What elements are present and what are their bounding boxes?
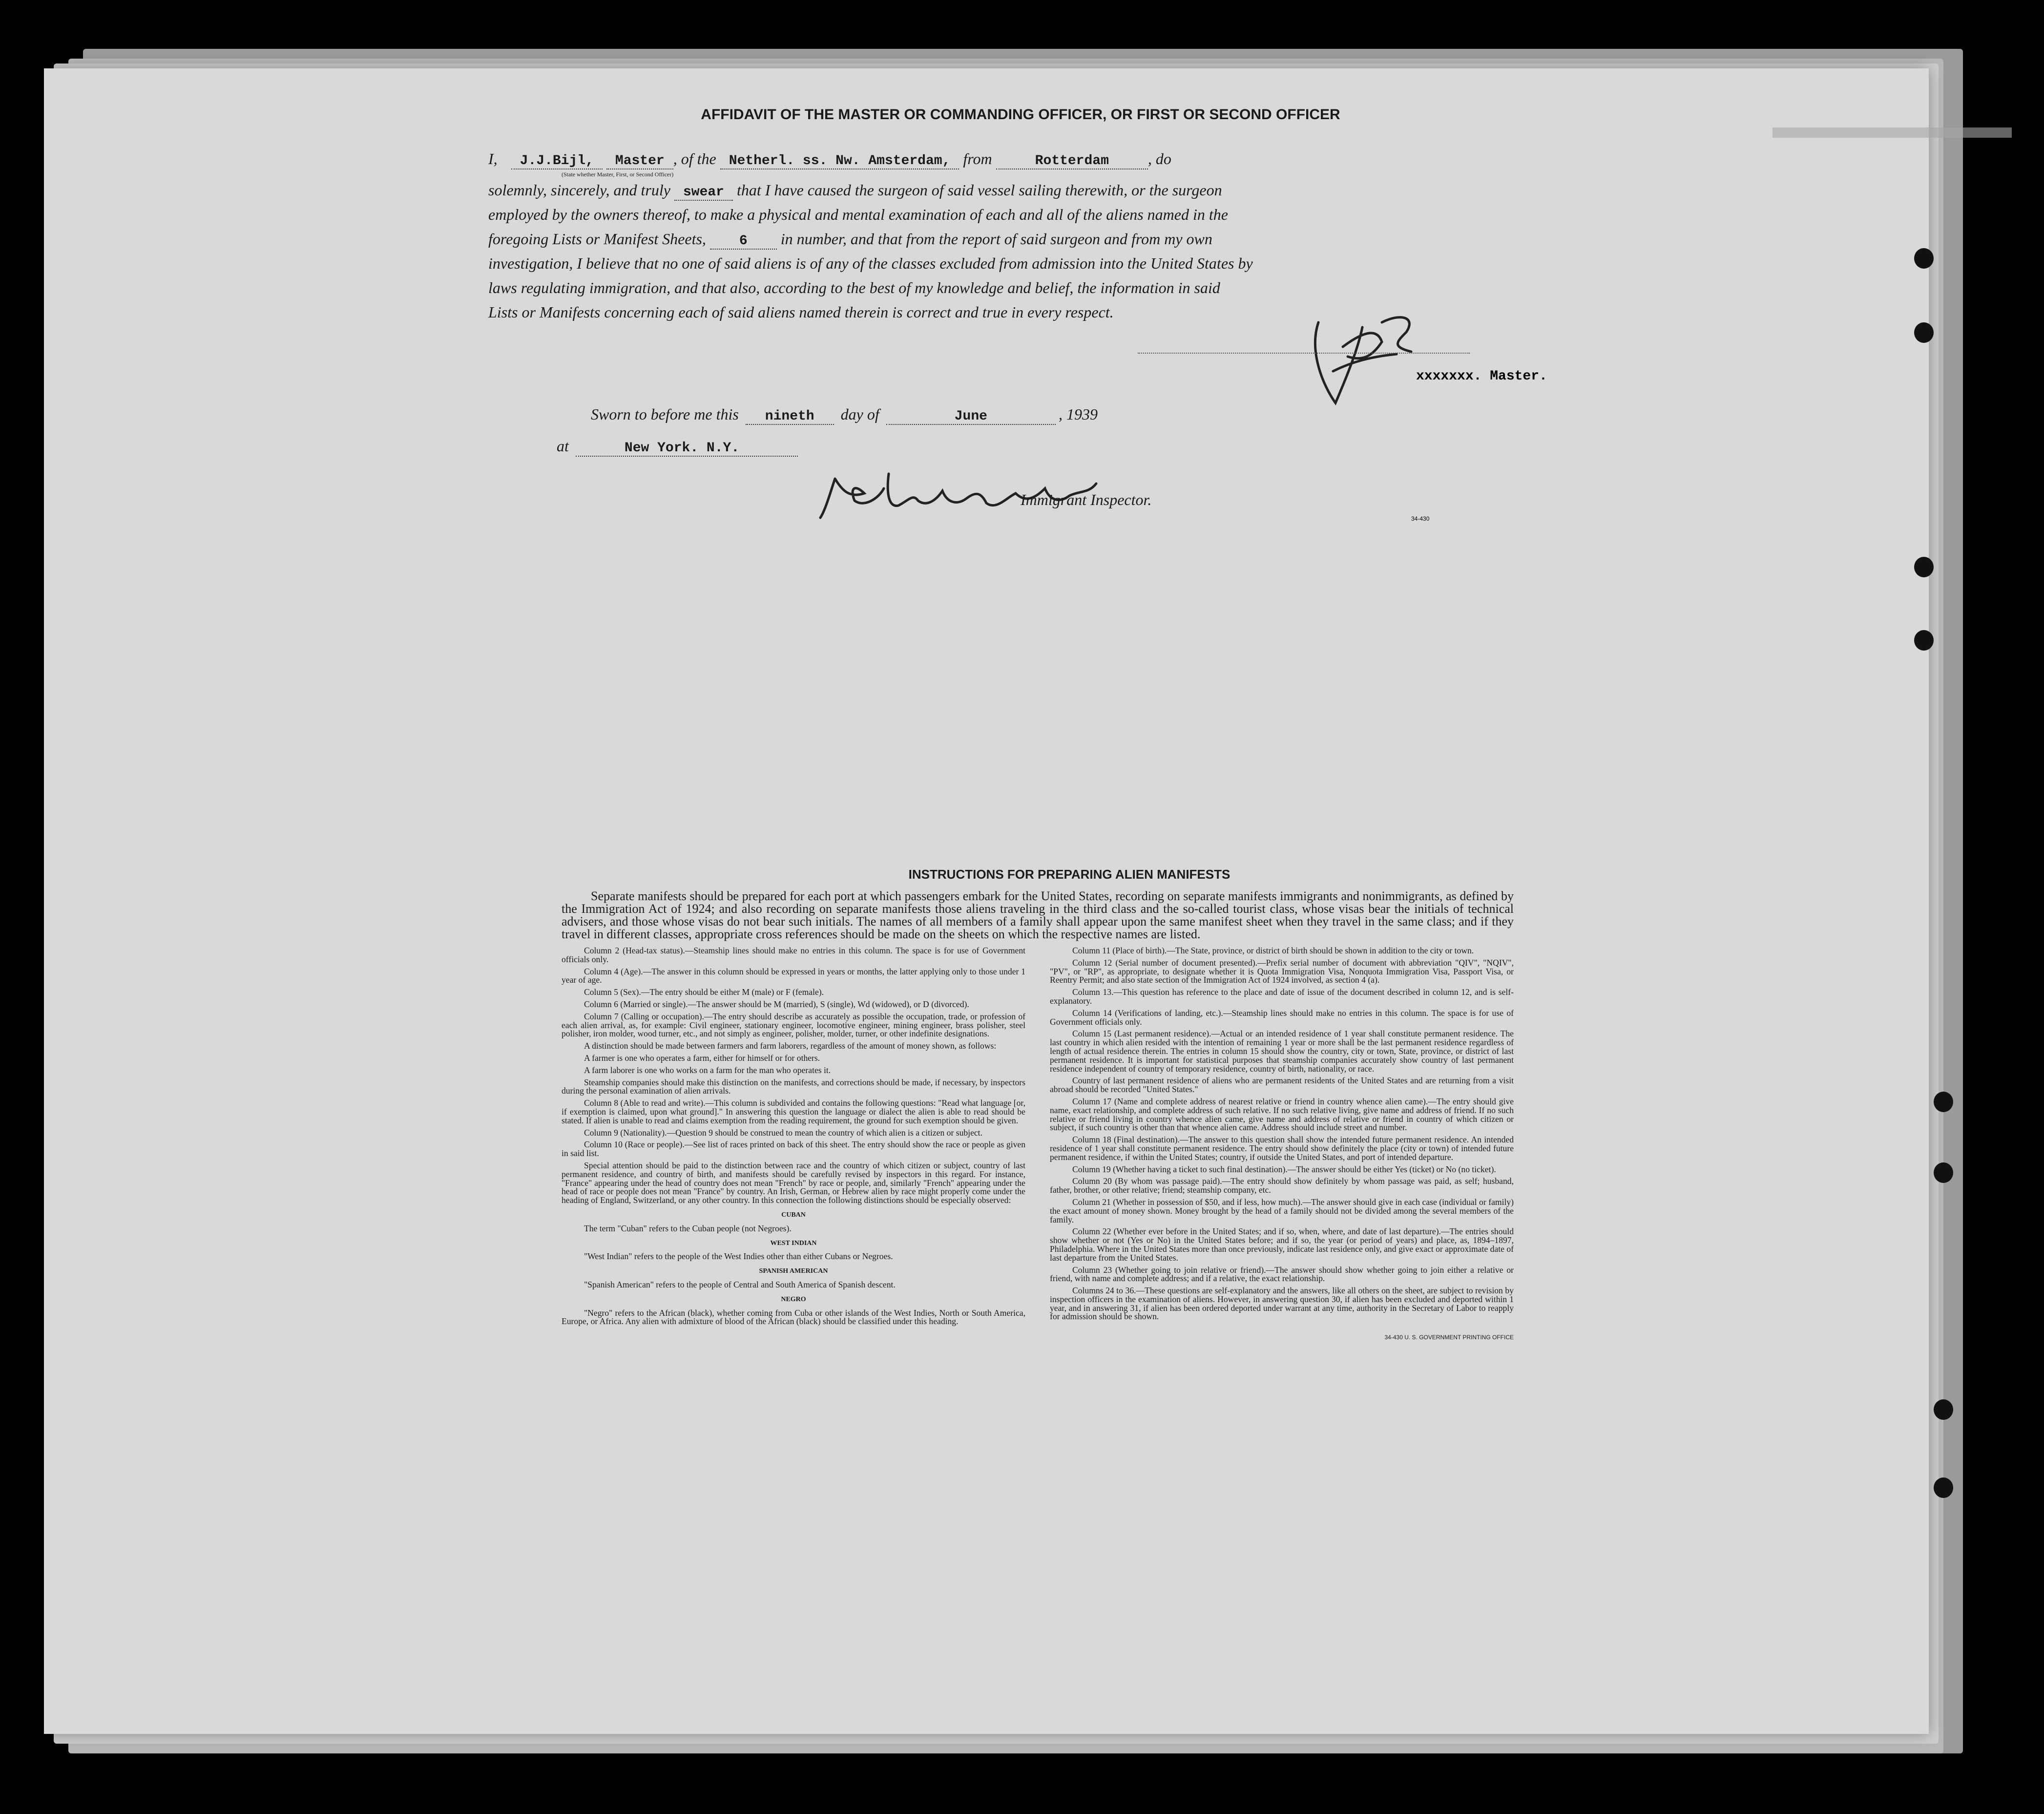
affidavit-line-7: Lists or Manifests concerning each of said aliens named therein is correct and true in every respect.: [488, 303, 1114, 321]
instruction-paragraph: Column 23 (Whether going to join relative or friend).—The answer should show whether going to join either a relative or friend, with name and complete address; and if a relative, the exact relationship.: [1050, 1265, 1514, 1284]
punch-hole: [1934, 1477, 1953, 1498]
instruction-paragraph: Column 5 (Sex).—The entry should be either M (male) or F (female).: [584, 987, 824, 997]
punch-hole: [1914, 557, 1934, 577]
instructions-title: INSTRUCTIONS FOR PREPARING ALIEN MANIFESTS: [908, 867, 1231, 882]
affidavit-line-6: laws regulating immigration, and that also, according to the best of my knowledge and belief, the information in said: [488, 279, 1220, 296]
sworn-text: Sworn to before me this: [591, 405, 739, 423]
sworn-day: nineth: [746, 409, 834, 425]
instruction-paragraph: Special attention should be paid to the distinction between race and the country of which citizen or subject, country of last permanent residence, and country of birth, and manifests should be carefully revised by inspectors in this regard. For instance, "France" appearing under the head of country does not mean "French" by race or people, and, similarly "French" appearing under the head of race or people does not mean "France" by country. An Irish, German, or Hebrew alien by race might properly come under the heading of England, Switzerland, or any other country. In this connection the following distinctions should be especially observed:: [562, 1160, 1025, 1205]
instruction-paragraph: Column 20 (By whom was passage paid).—The entry should show definitely by whom passage was paid, as self; husband, father, brother, or other relative; friend; steamship company, etc.: [1050, 1176, 1514, 1195]
instruction-paragraph: Column 12 (Serial number of document presented).—Prefix serial number of document with abbreviation "QIV", "NQIV", "PV", or "RP", as appropriate, to designate whether it is Quota Immigration Visa, Nonquota Immigration Visa, Passport Visa, or Reentry Permit; and also state section of the Immigration Act of 1924 involved, as section 4 (a).: [1050, 957, 1514, 985]
affidavit-line-3: employed by the owners thereof, to make a physical and mental examination of each and all of the aliens named in the: [488, 206, 1228, 223]
punch-hole: [1914, 322, 1934, 343]
affidavit-line-1: [488, 147, 1514, 178]
affidavit-prefix: I,: [488, 150, 498, 168]
sworn-place: [557, 437, 801, 457]
instruction-paragraph: A farmer is one who operates a farm, either for himself or for others.: [584, 1053, 820, 1063]
instruction-paragraph: Column 22 (Whether ever before in the United States; and if so, when, where, and date of last departure).—The entries should show whether or not (Yes or No) in the United States before; and if so, the year (or period of years) and place, as, 1894–1897, Philadelphia. Where in the United States more than once previously, indicate last residence only, and give exact or approximate date of last departure from the United States.: [1050, 1226, 1514, 1263]
instruction-paragraph: Column 21 (Whether in possession of $50, and if less, how much).—The answer should give in each case (individual or family) the exact amount of money shown. Money brought by the head of a family should not be divided among the several members of the family.: [1050, 1197, 1514, 1224]
punch-hole: [1914, 630, 1934, 651]
instruction-paragraph: A farm laborer is one who works on a farm for the man who operates it.: [584, 1065, 831, 1075]
instruction-paragraph: Column 18 (Final destination).—The answer to this question shall show the intended future permanent residence. An intended residence of 1 year shall constitute permanent residence. The entry should show definitely the place (city or town) of intended future permanent residence, if within the United States; country, if outside the United States, and port of intended departure.: [1050, 1135, 1514, 1162]
punch-hole: [1934, 1092, 1953, 1112]
instruction-paragraph: Country of last permanent residence of aliens who are permanent residents of the United States and are returning from a visit abroad should be recorded "United States.": [1050, 1076, 1514, 1095]
sworn-text: at: [557, 437, 569, 455]
instruction-paragraph: Column 17 (Name and complete address of nearest relative or friend in country whence alien came).—The entry should give name, exact relationship, and complete address of such relative. If no such relative living, give name and address of friend. If no such relative or friend living in country whence alien came, give name and address of relative or friend in country of which citizen or subject, if such country is other than that whence alien came. Address should include street and number.: [1050, 1096, 1514, 1133]
sworn-month: June: [886, 409, 1056, 425]
instruction-paragraph: Column 13.—This question has reference to the place and date of issue of the document described in column 12, and is self-explanatory.: [1050, 987, 1514, 1006]
instructions-section: [562, 867, 1514, 1341]
instruction-paragraph: Column 11 (Place of birth).—The State, province, or district of birth should be shown in addition to the city or town.: [1072, 946, 1474, 955]
instruction-paragraph: Column 15 (Last permanent residence).—Actual or an intended residence of 1 year shall constitute permanent residence. The last country in which alien resided with the intention of remaining 1 year or more shall be the last permanent residence regardless of length of actual residence therein. The entries in column 15 should show the country, city or town, State, province, or district of last permanent residence. It is important for statistical purposes that steamship companies accurately show country of last permanent residence independent of country of temporary residence, country of birth, nationality, or race.: [1050, 1029, 1514, 1074]
instruction-paragraph: Column 19 (Whether having a ticket to such final destination).—The answer should be either Yes (ticket) or No (no ticket).: [1072, 1164, 1496, 1174]
negro-heading: NEGRO: [781, 1295, 806, 1303]
oath-type: swear: [674, 185, 733, 201]
west-indian-heading: WEST INDIAN: [770, 1239, 817, 1247]
do-label: , do: [1147, 150, 1171, 168]
instruction-paragraph: Column 14 (Verifications of landing, etc.).—Steamship lines should make no entries in this column. The space is for use of Government officials only.: [1050, 1008, 1514, 1027]
printing-office-note: 34-430 U. S. GOVERNMENT PRINTING OFFICE: [1384, 1334, 1514, 1341]
vessel-name: Netherl. ss. Nw. Amsterdam,: [720, 154, 959, 169]
instructions-intro: Separate manifests should be prepared for each port at which passengers embark for the United States, recording on separate manifests immigrants and nonimmigrants, as defined by the Immigration Act of 1924; and also recording on separate manifests those aliens traveling in the third class and the so-called tourist class, whose visas bear the initials of technical advisers, and those whose visas do not bear such initials. The names of all members of a family shall appear upon the same manifest sheet when they travel in the same class; and if they travel in different classes, appropriate cross references should be made on the sheets on which the respective names are listed.: [562, 889, 1514, 941]
officer-rank: Master: [606, 154, 673, 169]
cuban-heading: CUBAN: [781, 1211, 806, 1219]
sworn-place-value: New York. N.Y.: [576, 441, 798, 457]
sworn-text: day of: [840, 405, 879, 423]
affidavit-text: that I have caused the surgeon of said vessel sailing therewith, or the surgeon: [736, 181, 1222, 199]
instruction-paragraph: Column 6 (Married or single).—The answer should be M (married), S (single), Wd (widowed), or D (divorced).: [584, 999, 969, 1009]
affidavit-section: [488, 103, 1514, 324]
port-of-departure: Rotterdam: [996, 154, 1148, 169]
affidavit-title: AFFIDAVIT OF THE MASTER OR COMMANDING OFFICER, OR FIRST OR SECOND OFFICER: [701, 106, 1340, 123]
instructions-left-column: [562, 947, 1025, 1329]
negro-definition: "Negro" refers to the African (black), whether coming from Cuba or other islands of the West Indies, North or South America, Europe, or Africa. Any alien with admixture of blood of the African (black) should be classified under this heading.: [562, 1308, 1025, 1327]
instruction-paragraph: Column 8 (Able to read and write).—This column is subdivided and contains the following questions: "Read what language [or, if exemption is claimed, upon what ground]." In answering this question the language or dialect the alien is able to read should be stated. If alien is unable to read and claims exemption from the reading requirement, the ground for such exemption should be given.: [562, 1098, 1025, 1125]
inspector-title: Immigrant Inspector.: [1021, 491, 1152, 508]
west-indian-definition: "West Indian" refers to the people of the West Indies other than either Cubans or Negroes.: [584, 1251, 893, 1262]
affidavit-line-4: [488, 227, 1514, 251]
cuban-definition: The term "Cuban" refers to the Cuban people (not Negroes).: [584, 1223, 792, 1233]
instruction-paragraph: Column 10 (Race or people).—See list of races printed on back of this sheet. The entry should show the race or people as given in said list.: [562, 1139, 1025, 1159]
from-label: from: [963, 150, 992, 168]
punch-hole: [1934, 1399, 1953, 1420]
bleed-through-text: ▬▬▬▬▬▬▬: [1773, 108, 2012, 146]
spanish-american-heading: SPANISH AMERICAN: [759, 1267, 828, 1275]
instructions-right-column: [1050, 946, 1514, 1341]
affidavit-text: in number, and that from the report of said surgeon and from my own: [780, 230, 1212, 248]
instruction-paragraph: Column 4 (Age).—The answer in this column should be expressed in years or months, the latter applying only to those under 1 year of age.: [562, 966, 1025, 985]
master-signature: [1289, 293, 1445, 420]
affidavit-line-2: [488, 178, 1514, 202]
officer-name: J.J.Bijl,: [511, 154, 603, 169]
sworn-year: 39: [1082, 405, 1098, 423]
affidavit-line-5: investigation, I believe that no one of said aliens is of any of the classes excluded from admission into the United States by: [488, 254, 1253, 272]
affidavit-text: solemnly, sincerely, and truly: [488, 181, 670, 199]
rank-note: (State whether Master, First, or Second Officer): [562, 171, 674, 178]
instruction-paragraph: A distinction should be made between farmers and farm laborers, regardless of the amount of money shown, as follows:: [584, 1041, 997, 1051]
instruction-paragraph: Columns 24 to 36.—These questions are self-explanatory and the answers, like all others on the sheet, are subject to revision by inspection officers in the examination of aliens. However, in answering question 30, if alien has been excluded and deported within 1 year, and in answering 31, if alien has been ordered deported under warrant at any time, authority in the Secretary of Labor to reapply for admission should be shown.: [1050, 1286, 1514, 1322]
spanish-american-definition: "Spanish American" refers to the people of Central and South America of Spanish descent.: [584, 1279, 896, 1289]
punch-hole: [1934, 1162, 1953, 1183]
punch-hole: [1914, 248, 1934, 269]
affidavit-text: foregoing Lists or Manifest Sheets,: [488, 230, 706, 248]
instruction-paragraph: Column 9 (Nationality).—Question 9 should be construed to mean the country of which alien is a citizen or subject.: [584, 1127, 982, 1138]
of-the-label: , of the: [673, 150, 716, 168]
master-signature-line: [1138, 353, 1470, 354]
master-title: xxxxxxx. Master.: [1416, 369, 1547, 384]
instruction-paragraph: Column 7 (Calling or occupation).—The entry should describe as accurately as possible the occupation, trade, or profession of each alien arrival, as, for example: Civil engineer, stationary engineer, locomotive engineer, mining engineer, brass polisher, steel polisher, iron molder, wood turner, etc., and not simply as engineer, polisher, molder, turner, or other indefinite designations.: [562, 1011, 1025, 1039]
sworn-text: , 19: [1058, 405, 1082, 423]
instruction-paragraph: Steamship companies should make this distinction on the manifests, and corrections should be made, if necessary, by inspectors during the personal examination of alien arrivals.: [562, 1077, 1025, 1096]
form-number: 34-430: [1411, 515, 1430, 522]
instruction-paragraph: Column 2 (Head-tax status).—Steamship lines should make no entries in this column. The space is for use of Government officials only.: [562, 946, 1025, 964]
sworn-statement: [591, 405, 1098, 425]
sheet-count: 6: [710, 234, 777, 250]
